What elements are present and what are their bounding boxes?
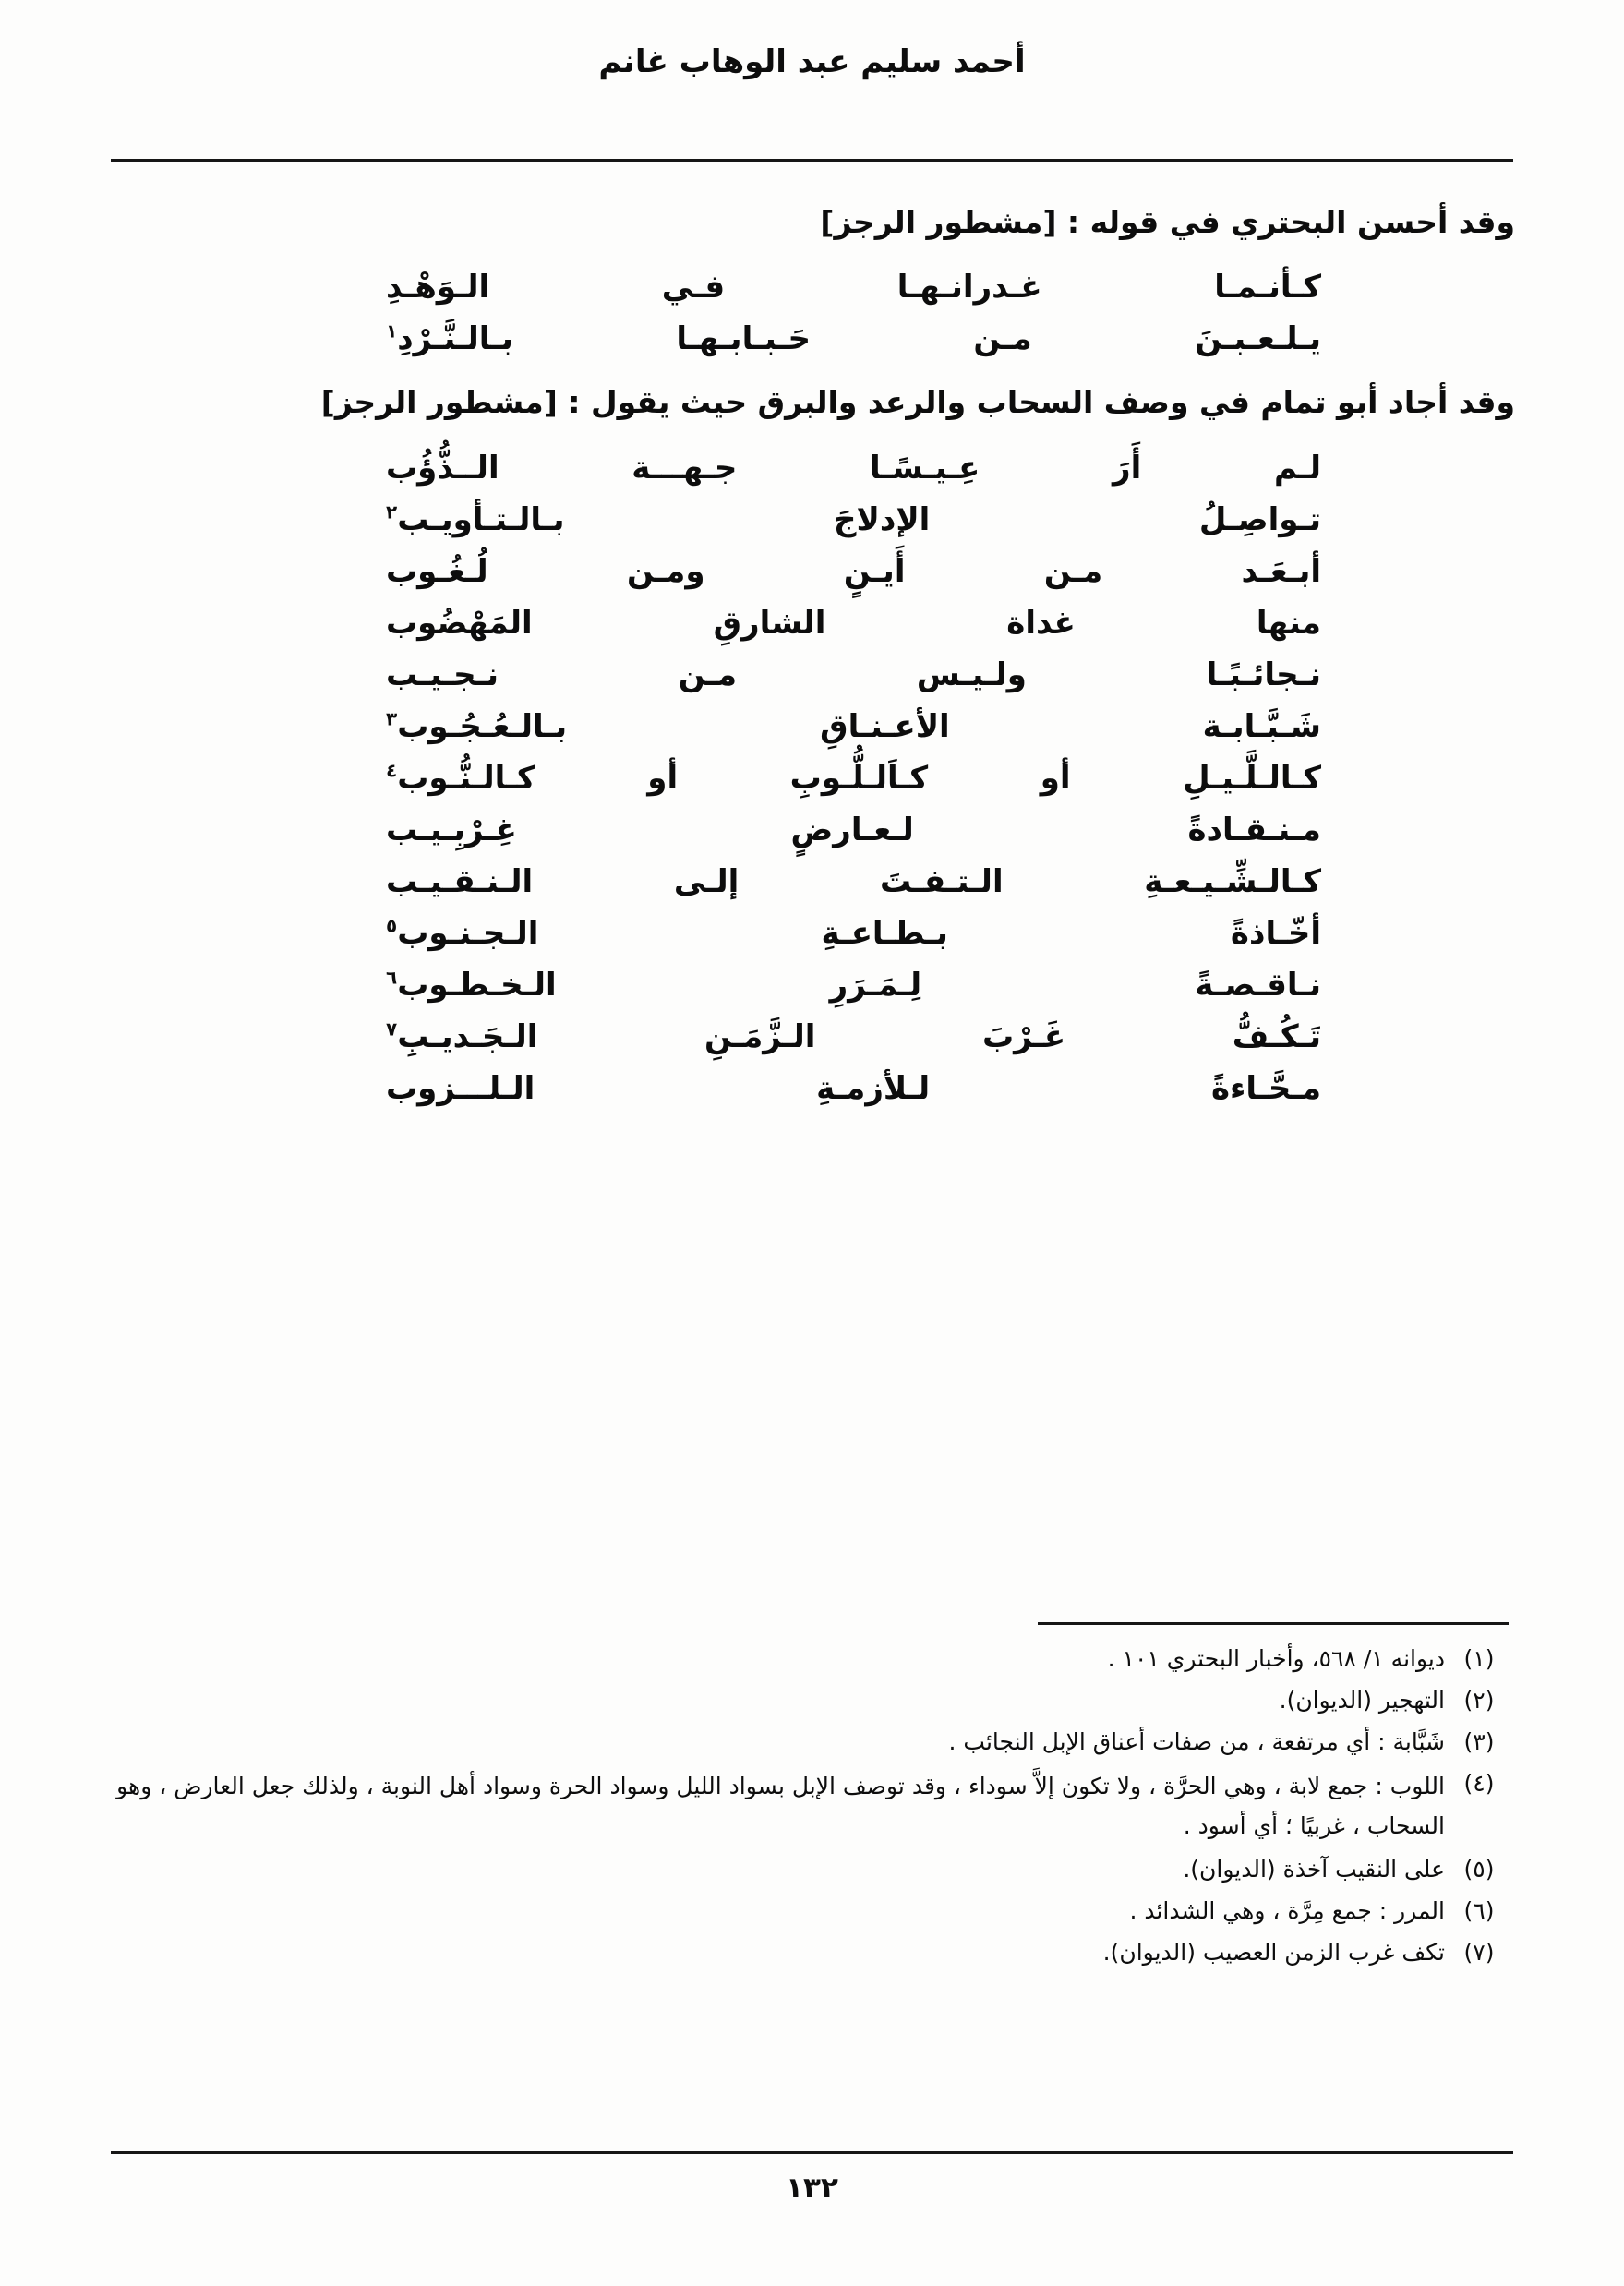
footnote-ref: ٧	[386, 1017, 398, 1041]
verse-line	[386, 856, 1321, 908]
footnote-list	[111, 1642, 1513, 1977]
footnote-ref: ١	[386, 320, 398, 343]
footnote-item	[111, 1852, 1513, 1887]
verse-text: كـأنـمـا غـدرانـهـا فـي الـوَهْـدِ	[386, 269, 1321, 307]
footnote-number: (٣)	[1463, 1728, 1495, 1755]
footer-rule	[111, 2151, 1513, 2154]
verse-text: منها غداة الشارقِ المَهْضُوب	[386, 604, 1321, 642]
verse-line	[386, 1063, 1321, 1114]
verse-text: كـالـشِّـيـعـةِ الـتـفـتَ إلـى الـنـقـيـب	[386, 862, 1321, 900]
page-number: ١٣٢	[786, 2172, 838, 2205]
footnote-number: (٤)	[1463, 1770, 1495, 1797]
verse-text: يـلـعـبـنَ مـن حَـبـابـهـا بـالـنَّـرْدِ	[397, 320, 1321, 358]
verse-text: نـاقـصـةً لِـمَـرَرِ الـخـطـوب	[397, 966, 1321, 1004]
verse-line	[386, 597, 1321, 649]
verse-text: كـالـلَّـيـلِ أو كـاَلـلُّـوبِ أو كـالـنُّـوب	[397, 759, 1321, 797]
verse-line	[386, 1011, 1321, 1063]
footnote-ref: ٤	[386, 759, 398, 782]
verse-line	[386, 649, 1321, 701]
verse-line	[386, 804, 1321, 856]
verse-text: أبـعَـد مـن أَيـنٍ ومـن لُـغُـوب	[386, 552, 1321, 590]
footnote-text: المرر : جمع مِرَّة ، وهي الشدائد .	[1129, 1897, 1445, 1924]
footnote-ref: ٢	[386, 500, 398, 523]
header-rule	[111, 159, 1513, 162]
verse-text: تَـكُـفُّ غَـرْبَ الـزَّمَـنِ الـجَـديـبِ	[397, 1017, 1321, 1055]
page-body	[109, 185, 1515, 1120]
verse-text: شَـبَّـابـة الأعـنـاقِ بـالـعُـجُـوب	[397, 707, 1321, 745]
verse-text: أخّـاذةً بـطـاعـةِ الـجـنـوب	[397, 914, 1321, 952]
footnote-text: ديوانه ١/ ٥٦٨، وأخبار البحتري ١٠١ .	[1107, 1645, 1445, 1672]
verse-text: مـنـقـادةً لـعـارضٍ غِـرْبِـيـب	[386, 811, 1321, 848]
footnote-number: (٦)	[1463, 1897, 1495, 1924]
verse-text: تـواصِـلُ الإدلاجَ بـالـتـأويـب	[397, 500, 1321, 538]
footnote-ref: ٣	[386, 707, 398, 730]
footnote-number: (١)	[1463, 1645, 1495, 1672]
footnote-text: تكف غرب الزمن العصيب (الديوان).	[1102, 1939, 1445, 1966]
verse-text: نـجائـبًـا ولـيـس مـن نـجـيـب	[386, 656, 1321, 693]
verse-line	[386, 908, 1321, 959]
poem-abu-tammam	[386, 442, 1321, 1114]
footnote-item	[111, 1766, 1513, 1846]
running-head: أحمد سليم عبد الوهاب غانم	[598, 43, 1026, 80]
verse-text: مـحَّـاءةً لـلأزمـةِ الـلـــزوب	[386, 1069, 1321, 1107]
footnote-number: (٥)	[1463, 1856, 1495, 1883]
footnote-text: اللوب : جمع لابة ، وهي الحرَّة ، ولا تكون إلاَّ سوداء ، وقد توصف الإبل بسواد الليل وسواد الحرة وسواد أهل النوبة ، ولذلك جعل العارض ، وهو السحاب ، غربيًا ؛ أي أسود .	[116, 1773, 1445, 1839]
footnote-ref: ٦	[386, 966, 398, 989]
footnote-text: شَبَّابة : أي مرتفعة ، من صفات أعناق الإبل النجائب .	[948, 1728, 1445, 1755]
verse-line	[386, 261, 1321, 313]
verse-line	[386, 752, 1321, 804]
footnote-item	[111, 1894, 1513, 1929]
footnote-text: على النقيب آخذة (الديوان).	[1183, 1856, 1445, 1883]
verse-line	[386, 546, 1321, 597]
footnote-item	[111, 1935, 1513, 1970]
verse-line	[386, 701, 1321, 752]
footnote-ref: ٥	[386, 914, 398, 937]
footnote-number: (٧)	[1463, 1939, 1495, 1966]
verse-line	[386, 442, 1321, 494]
footnote-text: التهجير (الديوان).	[1279, 1687, 1445, 1714]
footnote-item	[111, 1642, 1513, 1677]
verse-line	[386, 313, 1321, 365]
footnote-item	[111, 1683, 1513, 1718]
paragraph-1: وقد أحسن البحتري في قوله : [مشطور الرجز]	[820, 204, 1515, 240]
verse-line	[386, 959, 1321, 1011]
poem-bahturi	[386, 261, 1321, 365]
footnote-item	[111, 1725, 1513, 1760]
paragraph-2: وقد أجاد أبو تمام في وصف السحاب والرعد والبرق حيث يقول : [مشطور الرجز]	[320, 384, 1515, 421]
verse-line	[386, 494, 1321, 546]
footnote-rule	[1038, 1622, 1509, 1625]
footnote-number: (٢)	[1463, 1687, 1495, 1714]
verse-text: لـم أَرَ عِـيـسًـا جـهـــة الــذُّؤُب	[386, 449, 1321, 487]
